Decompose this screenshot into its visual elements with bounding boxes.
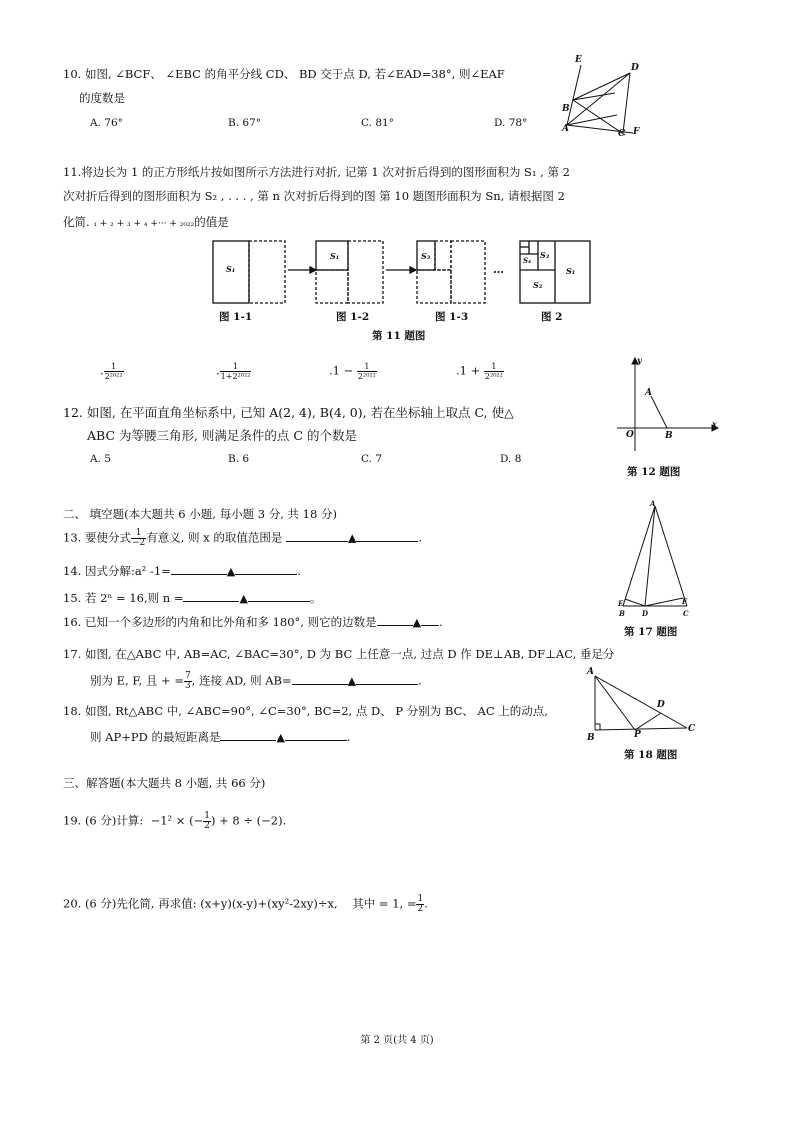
q18-stem-line2: 则 AP+PD 的最短距离是 ▲ . <box>90 730 351 744</box>
q11-fig-s2: S₂ <box>533 280 543 290</box>
q17-fig-label-e: E <box>618 599 624 608</box>
q18-fig-label-d: D <box>657 700 665 710</box>
q10-fig-label-f: F <box>633 127 640 137</box>
q11-option-d: .1 + $\frac{1}{\text{2²⁰²²}}$ <box>456 362 503 381</box>
q17-figure <box>615 498 695 613</box>
q17-fig-caption: 第 17 题图 <box>624 626 678 638</box>
q11-fig-s3: S₃ <box>421 251 431 261</box>
q12-fig-label-x: x <box>712 419 717 429</box>
q11-fig-s1-b: S₁ <box>330 251 340 261</box>
q11-stem-line1: 11.将边长为 1 的正方形纸片按如图所示方法进行对折, 记第 1 次对折后得到的图形面积为 S₁ , 第 2 <box>63 165 570 179</box>
q10-option-c: C. 81° <box>361 117 394 129</box>
q17-stem-line1: 17. 如图, 在△ABC 中, AB=AC, ∠BAC=30°, D 为 BC 上任意一点, 过点 D 作 DE⊥AB, DF⊥AC, 垂足分 <box>63 647 615 661</box>
q13: 13. 要使分式 $\frac{1}{-2}$ 有意义, 则 x 的取值范围是 ▲ . <box>63 528 423 548</box>
q17-fig-label-b: B <box>619 609 625 618</box>
q18-fig-label-b: B <box>587 733 595 743</box>
q11-fig-title: 第 11 题图 <box>372 330 426 342</box>
q17-fig-label-d: D <box>642 609 649 618</box>
q12-fig-label-a: A <box>645 388 652 398</box>
q12-option-b: B. 6 <box>228 453 250 465</box>
q17-fig-label-a: A <box>650 499 656 508</box>
q11-fig-caption-1: 图 1-1 <box>219 311 253 323</box>
q12-option-c: C. 7 <box>361 453 383 465</box>
q11-fig-caption-2: 图 1-2 <box>336 311 370 323</box>
q12-figure <box>615 356 725 456</box>
q10-stem-line2: 的度数是 <box>79 91 125 105</box>
q11-fig-s4: S₄ <box>523 256 532 265</box>
q18-fig-caption: 第 18 题图 <box>624 749 678 761</box>
q17-stem-line2: 别为 E, F, 且 + = $\frac{7}{3}$ , 连接 AD, 则 AB= ▲ . <box>90 671 422 691</box>
q12-option-d: D. 8 <box>500 453 522 465</box>
q18-fig-label-p: P <box>634 730 641 740</box>
q11-fig-s1-a: S₁ <box>226 264 236 274</box>
q18-fig-label-a: A <box>587 667 594 677</box>
q17-fig-label-f: F <box>682 597 687 606</box>
q20: 20. (6 分)先化简, 再求值: (x+y)(x-y)+(xy²-2xy)÷x, 其中 = 1, = $\frac{1}{2}$ . <box>63 894 428 914</box>
q12-stem-line1: 12. 如图, 在平面直角坐标系中, 已知 A(2, 4), B(4, 0), 若在坐标轴上取点 C, 使△ <box>63 405 514 420</box>
q18-stem-line1: 18. 如图, Rt△ABC 中, ∠ABC=90°, ∠C=30°, BC=2, 点 D、 P 分别为 BC、 AC 上的动点, <box>63 704 548 718</box>
q10-figure <box>555 55 655 145</box>
q11-fig-s3-b: S₃ <box>540 250 550 260</box>
q12-fig-label-b: B <box>665 431 673 441</box>
q10-fig-label-c: C <box>618 129 626 139</box>
page-footer: 第 2 页(共 4 页) <box>360 1035 434 1046</box>
q10-option-a: A. 76° <box>90 117 123 129</box>
q10-option-b: B. 67° <box>228 117 262 129</box>
q11-option-b: . $\frac{1}{\text{1+2²⁰²²}}$ <box>216 362 251 381</box>
section-2-heading: 二、 填空题(本大题共 6 小题, 每小题 3 分, 共 18 分) <box>63 507 337 521</box>
q12-fig-caption: 第 12 题图 <box>627 466 681 478</box>
q15: 15. 若 2ⁿ = 16,则 n = ▲ 。 <box>63 591 322 605</box>
q11-fig-s1-c: S₁ <box>566 266 576 276</box>
q14: 14. 因式分解:a² -1= ▲ . <box>63 564 301 578</box>
q11-option-c: .1 − $\frac{1}{\text{2²⁰²²}}$ <box>329 362 376 381</box>
q10-option-d: D. 78° <box>494 117 528 129</box>
q19: 19. (6 分)计算: −1² × (− $\frac{1}{2}$ ) + 8 ÷ (−2). <box>63 811 287 831</box>
section-3-heading: 三、解答题(本大题共 8 小题, 共 66 分) <box>63 776 266 790</box>
q11-option-a: . $\frac{1}{\text{2²⁰²²}}$ <box>100 362 123 381</box>
q11-stem-line3: 化简. ₁ + ₂ + ₃ + ₄ +··· + ₂₀₂₂的值是 <box>63 215 229 229</box>
q10-stem-line1: 10. 如图, ∠BCF、 ∠EBC 的角平分线 CD、 BD 交于点 D, 若∠EAD=38°, 则∠EAF <box>63 67 505 81</box>
q11-stem-line2: 次对折后得到的图形面积为 S₂ , . . . , 第 n 次对折后得到的图 第 10 题图形面积为 Sn, 请根据图 2 <box>63 189 565 203</box>
q18-figure <box>585 668 705 738</box>
q12-stem-line2: ABC 为等腰三角形, 则满足条件的点 C 的个数是 <box>87 428 357 443</box>
q10-fig-label-e: E <box>575 55 582 65</box>
q10-fig-label-d: D <box>631 63 639 73</box>
q12-fig-label-y: y <box>637 355 642 365</box>
q11-figure <box>210 236 590 308</box>
q12-option-a: A. 5 <box>90 453 111 465</box>
q12-fig-label-o: O <box>626 430 634 440</box>
q11-fig-dots: … <box>493 263 504 276</box>
q10-fig-label-b: B <box>562 104 570 114</box>
q10-fig-label-a: A <box>562 124 569 134</box>
q18-fig-label-c: C <box>688 724 696 734</box>
q16: 16. 已知一个多边形的内角和比外角和多 180°, 则它的边数是 ▲ . <box>63 615 443 629</box>
q11-fig-caption-3: 图 1-3 <box>435 311 469 323</box>
q11-fig-caption-4: 图 2 <box>541 311 563 323</box>
q17-fig-label-c: C <box>683 609 689 618</box>
